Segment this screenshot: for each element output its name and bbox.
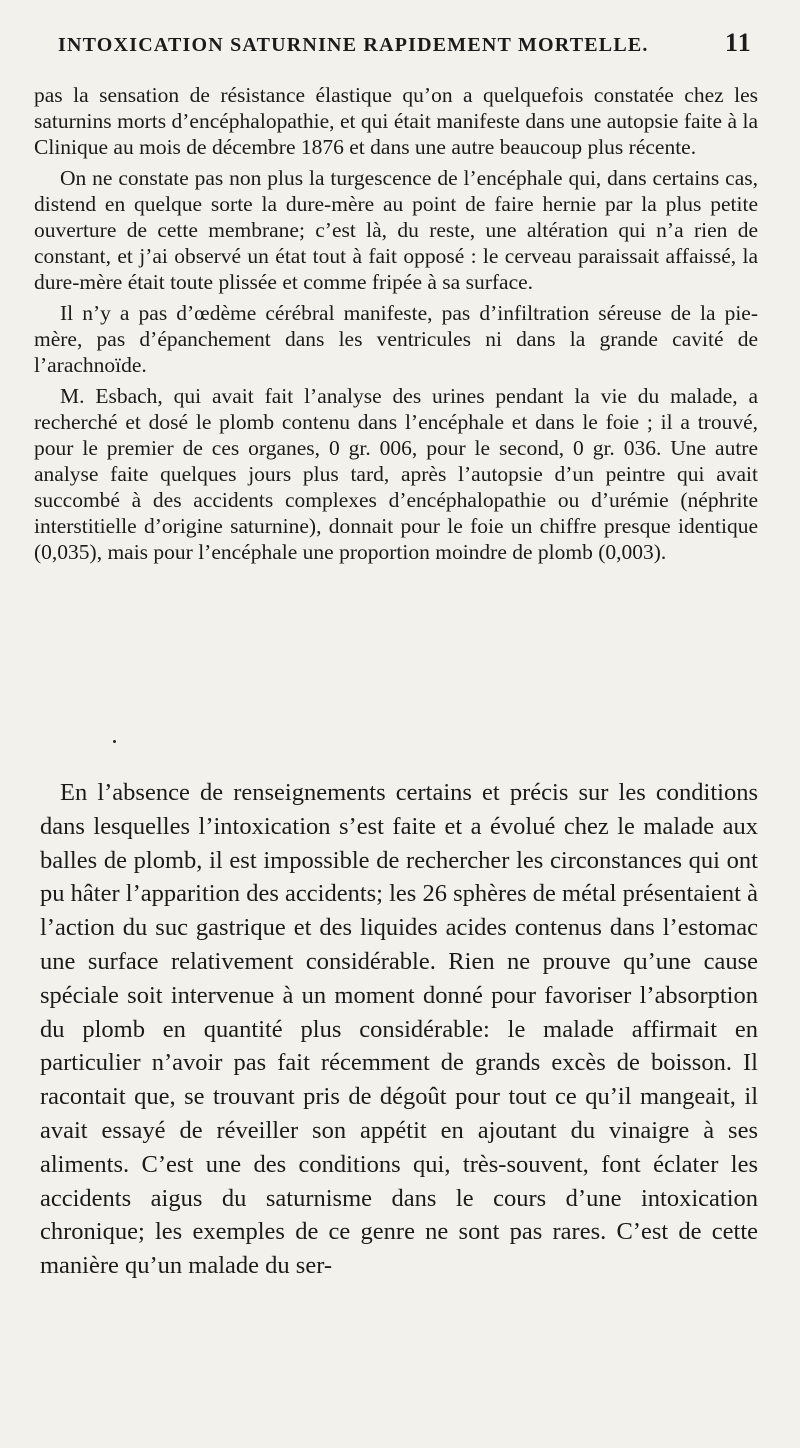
paragraph-absence-renseignements: En l’absence de renseignements certains et précis sur les conditions dans lesquelles l’intoxication s’est faite et a évolué chez le malade aux balles de plomb, il est impossible de rechercher les circonstances qui ont pu hâter l’apparition des accidents; les 26 sphères de métal présentaient à l’action du suc gastrique et des liquides acides contenus dans l’estomac une surface relativement considérable. Rien ne prouve qu’une cause spéciale soit intervenue à un moment donné pour favoriser l’absorption du plomb en quantité plus considérable: le malade affirmait en particulier n’avoir pas fait récemment de grands excès de boisson. Il racontait que, se trouvant pris de dégoût pour tout ce qu’il mangeait, il avait essayé de réveiller son appétit en ajoutant du vinaigre à ses aliments. C’est une des conditions qui, très-souvent, font éclater les accidents aigus du saturnisme dans le cours d’une intoxication chronique; les exemples de ce genre ne sont pas rares. C’est de cette manière qu’un malade du ser-	[40, 779, 758, 1280]
paragraph-turgescence: On ne constate pas non plus la turgescence de l’encéphale qui, dans certains cas, distend en quelque sorte la dure-mère au point de faire hernie par la plus petite ouverture de cette membrane; c’est là, du reste, une altération qui n’a rien de constant, et j’ai observé un état tout à fait opposé : le cerveau paraissait affaissé, la dure-mère était toute plissée et comme fripée à sa surface.	[34, 166, 758, 294]
paragraph-esbach-analysis: M. Esbach, qui avait fait l’analyse des urines pendant la vie du malade, a recherché et dosé le plomb contenu dans l’encéphale et dans le foie ; il a trouvé, pour le premier de ces organes, 0 gr. 006, pour le second, 0 gr. 036. Une autre analyse faite quelques jours plus tard, après l’autopsie d’un peintre qui avait succombé à des accidents complexes d’encéphalopathie ou d’urémie (néphrite interstitielle d’origine saturnine), donnait pour le foie un chiffre presque identique (0,035), mais pour l’encéphale une proportion moindre de plomb (0,003).	[34, 384, 758, 564]
paragraph-continuation: pas la sensation de résistance élastique qu’on a quelquefois constatée chez les saturnins morts d’encéphalopathie, et qui était manifeste dans une autopsie faite à la Clinique au mois de décembre 1876 et dans une autre beaucoup plus récente.	[34, 83, 758, 159]
paragraph-oedeme: Il n’y a pas d’œdème cérébral manifeste, pas d’infiltration séreuse de la pie-mère, pas d’épanchement dans les ventricules ni dans la grande cavité de l’arachnoïde.	[34, 301, 758, 377]
stray-ink-mark	[113, 740, 116, 743]
small-print-section	[34, 82, 758, 570]
main-text-section	[40, 776, 758, 1283]
show-through-text	[70, 4, 770, 34]
page-number: 11	[725, 28, 752, 57]
running-head-title: INTOXICATION SATURNINE RAPIDEMENT MORTELLE.	[58, 34, 649, 56]
running-head	[58, 28, 758, 62]
